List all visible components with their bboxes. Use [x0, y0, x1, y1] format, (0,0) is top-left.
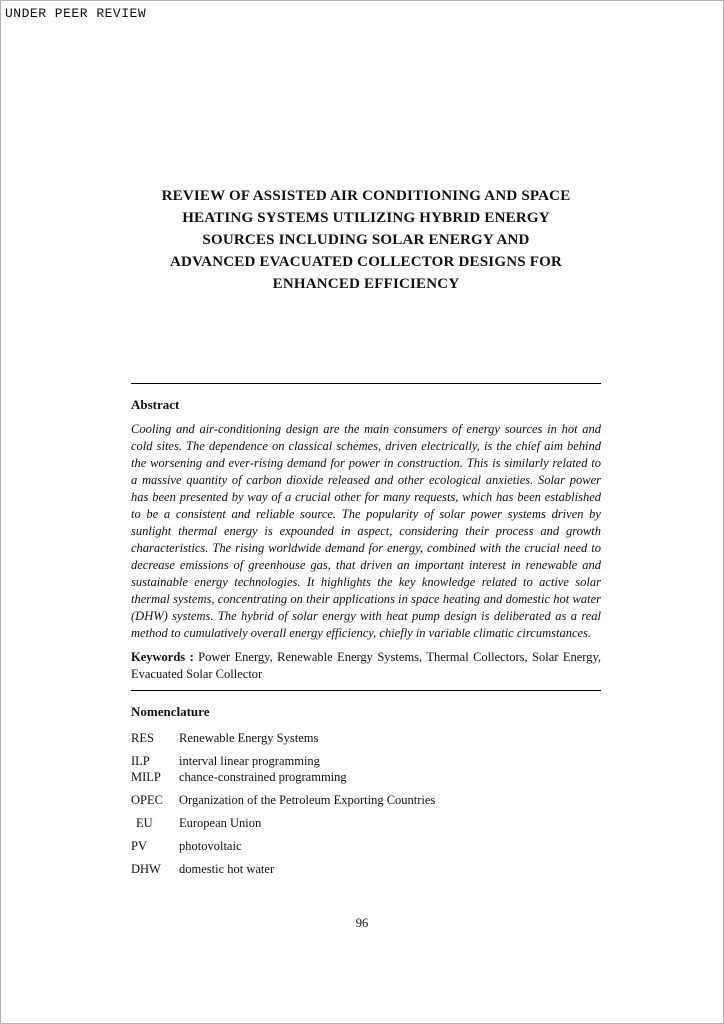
page-content-column: [131, 1, 601, 877]
title-line: REVIEW OF ASSISTED AIR CONDITIONING AND SPACE: [161, 188, 571, 204]
title-line: ADVANCED EVACUATED COLLECTOR DESIGNS FOR: [170, 254, 562, 270]
nomenclature-row: [131, 769, 601, 785]
nomenclature-abbr: EU: [136, 816, 153, 830]
abstract-text: Cooling and air-conditioning design are the main consumers of energy sources in hot and cold sites. The dependence on classical schemes, driven electrically, is the chief aim behind the worsening and ever-rising demand for power in construction. This is similarly related to a massive quantity of carbon dioxide released and other ecological anxieties. Solar power has been presented by way of a crucial other for many requests, which has been established to be a consistent and reliable source. The popularity of solar power systems driven by sunlight thermal energy is expounded in aspect, considering their process and growth characteristics. The rising worldwide demand for energy, combined with the crucial need to decrease emissions of greenhouse gas, that driven an important interest in renewable and sustainable energy technologies. It highlights the key knowledge related to active solar thermal systems, concentrating on their applications in space heating and domestic hot water (DHW) systems. The hybrid of solar energy with heat pump design is deliberated as a real method to cumulatively overall energy efficiency, chiefly in variable climatic circumstances.: [131, 422, 601, 640]
nomenclature-abbr: MILP: [131, 770, 161, 784]
nomenclature-abbr: OPEC: [131, 793, 163, 807]
nomenclature-definition: photovoltaic: [179, 839, 242, 853]
nomenclature-definition: domestic hot water: [179, 862, 275, 876]
section-divider-rule: [131, 383, 601, 384]
nomenclature-definition: Renewable Energy Systems: [179, 731, 319, 745]
keywords-line: [131, 649, 601, 683]
nomenclature-abbr: ILP: [131, 754, 150, 768]
nomenclature-row: [131, 753, 601, 769]
nomenclature-definition: chance-constrained programming: [179, 770, 347, 784]
nomenclature-row: [131, 838, 601, 854]
title-line: ENHANCED EFFICIENCY: [272, 276, 460, 292]
page-number: 96: [355, 916, 369, 930]
abstract-heading: Abstract: [131, 397, 180, 412]
nomenclature-definition: European Union: [179, 816, 262, 830]
title-line: SOURCES INCLUDING SOLAR ENERGY AND: [202, 232, 530, 248]
peer-review-watermark: UNDER PEER REVIEW: [5, 6, 147, 21]
nomenclature-abbr: PV: [131, 839, 147, 853]
nomenclature-row: [131, 815, 601, 831]
nomenclature-list: [131, 730, 601, 877]
section-divider-rule: [131, 690, 601, 691]
nomenclature-row: [131, 861, 601, 877]
nomenclature-abbr: RES: [131, 731, 154, 745]
title-line: HEATING SYSTEMS UTILIZING HYBRID ENERGY: [182, 210, 550, 226]
paper-title: [131, 185, 601, 295]
nomenclature-heading: Nomenclature: [131, 704, 210, 719]
keywords-label: Keywords :: [131, 650, 194, 664]
keywords-text: Power Energy, Renewable Energy Systems, Thermal Collectors, Solar Energy, Evacuated Solar Collector: [131, 650, 602, 681]
nomenclature-row: [131, 792, 601, 808]
nomenclature-definition: interval linear programming: [179, 754, 320, 768]
nomenclature-abbr: DHW: [131, 862, 161, 876]
nomenclature-row: [131, 730, 601, 746]
nomenclature-definition: Organization of the Petroleum Exporting Countries: [179, 793, 436, 807]
